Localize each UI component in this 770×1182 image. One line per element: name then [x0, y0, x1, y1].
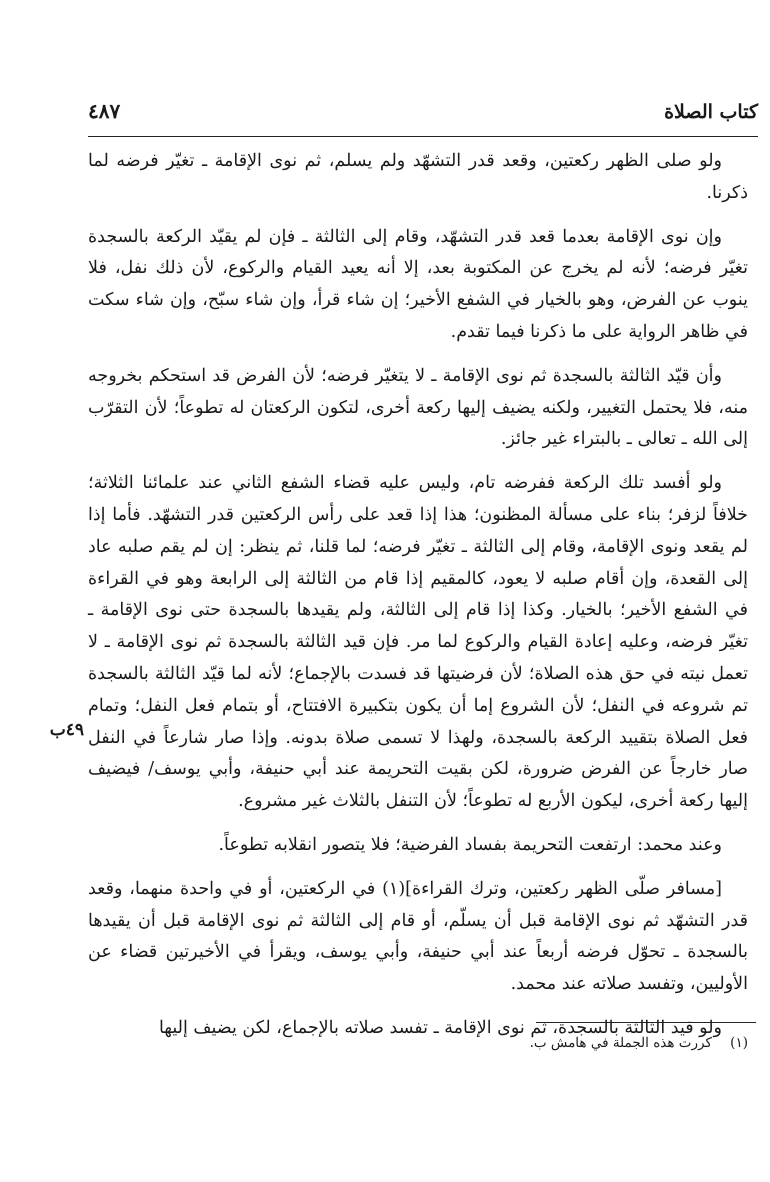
main-text [88, 146, 748, 1057]
manuscript-folio-marker: ٤٩ب [49, 720, 84, 740]
paragraph: ولو قيد الثالثة بالسجدة، ثم نوى الإقامة ـ تفسد صلاته بالإجماع، لكن يضيف إليها [158, 1017, 722, 1038]
page-number: ٤٨٧ [88, 99, 121, 123]
header-divider [88, 136, 758, 137]
footnote-divider [536, 1022, 756, 1023]
running-title: كتاب الصلاة [664, 101, 758, 123]
paragraph: [مسافر صلّى الظهر ركعتين، وترك القراءة](١) في الركعتين، أو في واحدة منهما، وقعد قدر التشهّد ثم نوى الإقامة قبل أن يسلّم، أو قام إلى الثالثة ثم نوى الإقامة قبل أن يقيدها بالسجدة ـ تحوّل فرضه أربعاً عند أبي حنيفة، وأبي يوسف، ويقرأ في الأخيرتين قضاء عن الأوليين، وتفسد صلاته عند محمد. [88, 878, 748, 995]
paragraph: ولو أفسد تلك الركعة ففرضه تام، وليس عليه قضاء الشفع الثاني عند علمائنا الثلاثة؛ خلافاً لزفر؛ بناء على مسألة المظنون؛ هذا إذا قعد على رأس الركعتين قدر التشهّد. فأما إذا لم يقعد ونوى الإقامة، وقام إلى الثالثة ـ تغيّر فرضه؛ لما قلنا، ثم ينظر: إن لم يقم صلبه عاد إلى القعدة، وإن أقام صلبه لا يعود، كالمقيم إذا قام من الثالثة إلى الرابعة وهو في القراءة في الشفع الأخير؛ بالخيار. وكذا إذا قام إلى الثالثة، ولم يقيدها بالسجدة حتى نوى الإقامة ـ تغيّر فرضه، وعليه إعادة القيام والركوع لما مر. فإن قيد الثالثة بالسجدة ثم نوى الإقامة ـ لا تعمل نيته في حق هذه الصلاة؛ لأن فرضيتها قد فسدت بالإجماع؛ لأنه لما قيّد الثالثة بالسجدة تم شروعه في النفل؛ لأن الشروع إما أن يكون بتكبيرة الافتتاح، أو بتمام فعل النفل؛ وتمام فعل الصلاة بتقييد الركعة بالسجدة، ولهذا لا تسمى صلاة بدونه. وإذا صار شارعاً في النفل صار خارجاً عن الفرض ضرورة، لكن بقيت التحريمة عند أبي حنيفة، وأبي يوسف/ فيضيف إليها ركعة أخرى، ليكون الأربع له تطوعاً؛ لأن التنفل بالثلاث غير مشروع. [88, 473, 748, 812]
paragraph: وعند محمد: ارتفعت التحريمة بفساد الفرضية؛ فلا يتصور انقلابه تطوعاً. [218, 834, 722, 855]
page-header [88, 95, 758, 135]
footnote [88, 1032, 748, 1054]
paragraph: وإن نوى الإقامة بعدما قعد قدر التشهّد، وقام إلى الثالثة ـ فإن لم يقيّد الركعة بالسجدة تغيّر فرضه؛ لأنه لم يخرج عن المكتوبة بعد، إلا أنه يعيد القيام والركوع، لأن ذلك نفل، فلا ينوب عن الفرض، وهو بالخيار في الشفع الأخير؛ إن شاء قرأ، وإن شاء سبّح، وإن شاء سكت في ظاهر الرواية على ما ذكرنا فيما تقدم. [88, 226, 748, 342]
footnote-number: (١) [730, 1035, 748, 1051]
paragraph: ولو صلى الظهر ركعتين، وقعد قدر التشهّد ولم يسلم، ثم نوى الإقامة ـ تغيّر فرضه لما ذكرنا. [88, 151, 748, 203]
footnote-text: كررت هذه الجملة في هامش ب. [529, 1035, 712, 1051]
paragraph: وأن قيّد الثالثة بالسجدة ثم نوى الإقامة ـ لا يتغيّر فرضه؛ لأن الفرض قد استحكم بخروجه منه، فلا يحتمل التغيير، ولكنه يضيف إليها ركعة أخرى، لتكون الركعتان له تطوعاً؛ لأن التقرّب إلى الله ـ تعالى ـ بالبتراء غير جائز. [88, 365, 748, 450]
